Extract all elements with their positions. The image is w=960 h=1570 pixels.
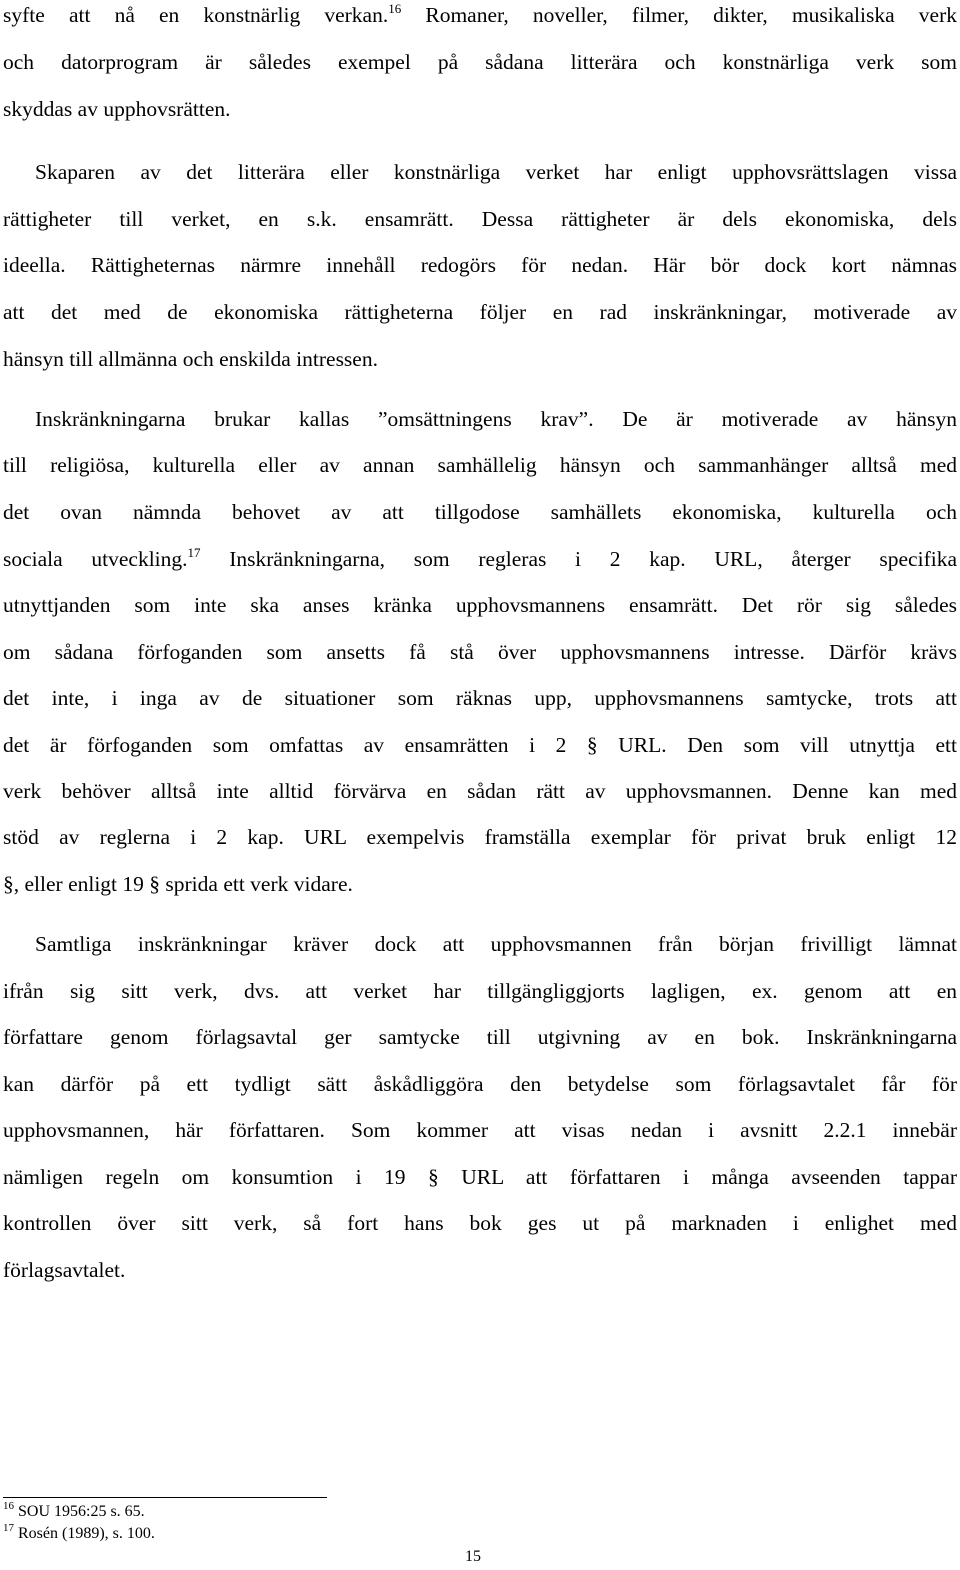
line-text: verk behöver alltså inte alltid förvärva en sådan rätt av upphovsmannen. Denne kan med xyxy=(3,779,957,803)
footnote-number: 16 xyxy=(3,1500,14,1512)
text-line xyxy=(3,730,957,760)
text-line xyxy=(3,344,957,374)
footnote-ref[interactable]: 17 xyxy=(187,545,201,560)
text-line xyxy=(3,250,957,280)
line-text: hänsyn till allmänna och enskilda intressen. xyxy=(3,347,378,371)
line-text: kan därför på ett tydligt sätt åskådliggöra den betydelse som förlagsavtalet får för xyxy=(3,1072,957,1096)
line-text: syfte att nå en konstnärlig verkan. xyxy=(3,3,389,27)
line-text: om sådana förfoganden som ansetts få stå över upphovsmannens intresse. Därför krävs xyxy=(3,640,957,664)
text-line xyxy=(3,822,957,852)
line-text-continued: Romaner, noveller, filmer, dikter, musikaliska verk xyxy=(401,3,958,27)
line-text: att det med de ekonomiska rättigheterna följer en rad inskränkningar, motiverade av xyxy=(3,300,957,324)
line-text: skyddas av upphovsrätten. xyxy=(3,97,231,121)
text-line xyxy=(3,683,957,713)
line-text: det ovan nämnda behovet av att tillgodose samhällets ekonomiska, kulturella och xyxy=(3,500,957,524)
text-line xyxy=(35,404,957,434)
line-text: Inskränkningarna brukar kallas ”omsättningens krav”. De är motiverade av hänsyn xyxy=(35,407,957,431)
footnote-number: 17 xyxy=(3,1522,14,1534)
line-text: ideella. Rättigheternas närmre innehåll redogörs för nedan. Här bör dock kort nämnas xyxy=(3,253,957,277)
text-line xyxy=(3,1115,957,1145)
text-line xyxy=(3,1255,957,1285)
text-line xyxy=(3,204,957,234)
text-line xyxy=(3,297,957,327)
footnote-text: Rosén (1989), s. 100. xyxy=(18,1525,155,1542)
text-line xyxy=(3,47,957,77)
text-line xyxy=(3,869,957,899)
text-line xyxy=(3,1162,957,1192)
line-text: nämligen regeln om konsumtion i 19 § URL att författaren i många avseenden tappar xyxy=(3,1165,957,1189)
text-line xyxy=(3,497,957,527)
text-line xyxy=(3,1069,957,1099)
text-line xyxy=(3,450,957,480)
line-text: kontrollen över sitt verk, så fort hans bok ges ut på marknaden i enlighet med xyxy=(3,1211,957,1235)
text-line xyxy=(3,976,957,1006)
line-text: utnyttjanden som inte ska anses kränka upphovsmannens ensamrätt. Det rör sig således xyxy=(3,593,957,617)
line-text-continued: Inskränkningarna, som regleras i 2 kap. URL, återger specifika xyxy=(200,547,957,571)
page-number: 15 xyxy=(465,1548,481,1565)
line-text: det inte, i inga av de situationer som räknas upp, upphovsmannens samtycke, trots att xyxy=(3,686,957,710)
line-text: till religiösa, kulturella eller av annan samhällelig hänsyn och sammanhänger alltså med xyxy=(3,453,957,477)
line-text: Samtliga inskränkningar kräver dock att upphovsmannen från början frivilligt lämnat xyxy=(35,932,957,956)
line-text: Skaparen av det litterära eller konstnärliga verket har enligt upphovsrättslagen vissa xyxy=(35,160,957,184)
line-text: §, eller enligt 19 § sprida ett verk vidare. xyxy=(3,872,353,896)
text-line xyxy=(3,1208,957,1238)
text-line xyxy=(35,929,957,959)
text-line xyxy=(3,1022,957,1052)
line-text: upphovsmannen, här författaren. Som kommer att visas nedan i avsnitt 2.2.1 innebär xyxy=(3,1118,957,1142)
line-text: rättigheter till verket, en s.k. ensamrätt. Dessa rättigheter är dels ekonomiska, dels xyxy=(3,207,957,231)
line-text: och datorprogram är således exempel på sådana litterära och konstnärliga verk som xyxy=(3,50,957,74)
footnote-rule xyxy=(3,1497,327,1498)
footnote xyxy=(3,1502,145,1522)
text-line xyxy=(35,157,957,187)
text-line xyxy=(3,590,957,620)
footnote xyxy=(3,1524,155,1544)
footnote-text: SOU 1956:25 s. 65. xyxy=(18,1503,145,1520)
line-text: stöd av reglerna i 2 kap. URL exempelvis framställa exemplar för privat bruk enligt 12 xyxy=(3,825,957,849)
text-line xyxy=(3,776,957,806)
line-text: ifrån sig sitt verk, dvs. att verket har tillgängliggjorts lagligen, ex. genom att en xyxy=(3,979,957,1003)
footnote-ref[interactable]: 16 xyxy=(388,1,402,16)
text-line xyxy=(3,94,957,124)
text-line xyxy=(3,637,957,667)
line-text: det är förfoganden som omfattas av ensamrätten i 2 § URL. Den som vill utnyttja ett xyxy=(3,733,957,757)
line-text: författare genom förlagsavtal ger samtycke till utgivning av en bok. Inskränkningarna xyxy=(3,1025,957,1049)
text-line xyxy=(3,544,957,574)
line-text: förlagsavtalet. xyxy=(3,1258,126,1282)
text-line xyxy=(3,0,957,30)
line-text: sociala utveckling. xyxy=(3,547,188,571)
